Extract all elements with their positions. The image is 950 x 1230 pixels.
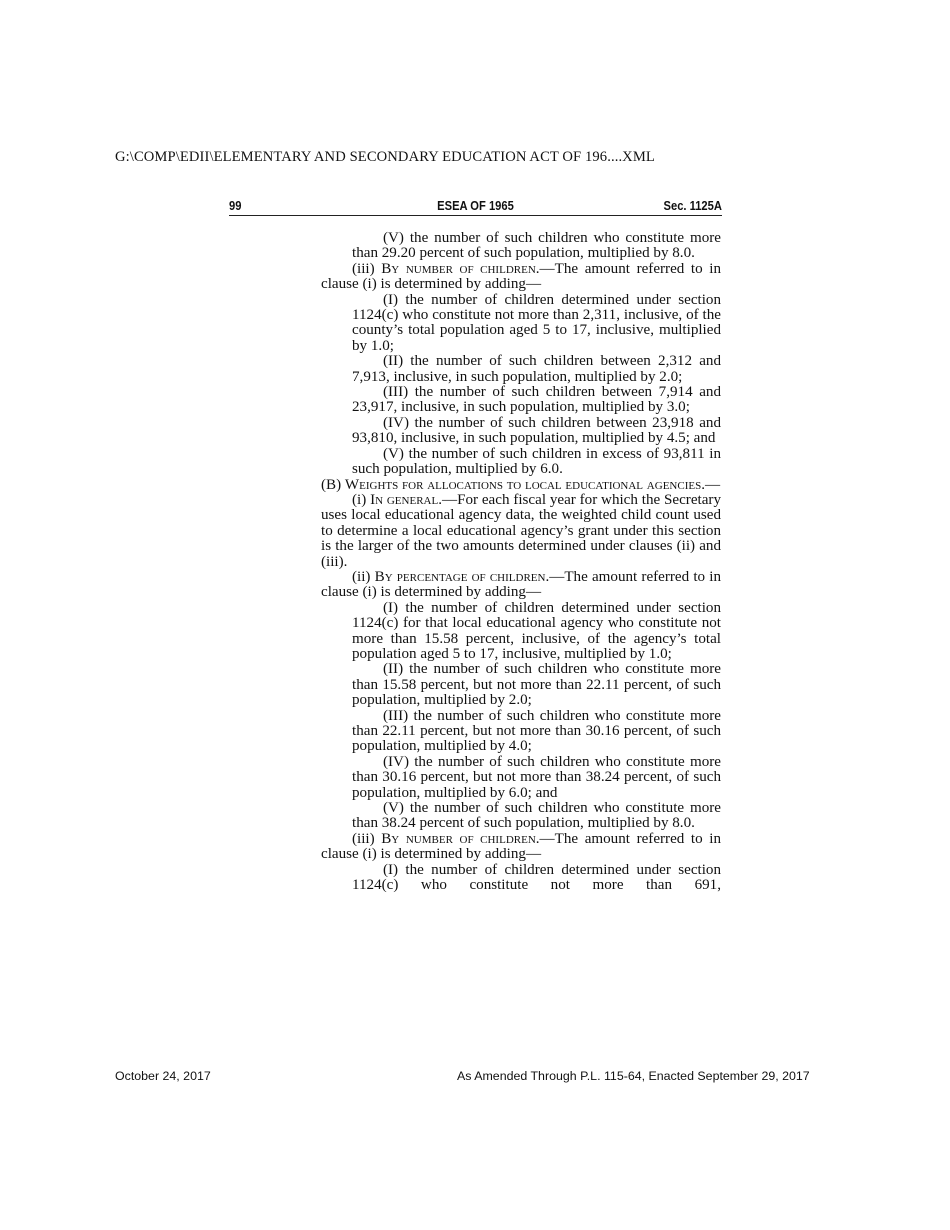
running-header: [229, 198, 722, 216]
paragraph: (V) the number of such children in excess of 93,811 in such population, multiplied by 6.0.: [352, 445, 721, 478]
footer-date: October 24, 2017: [115, 1069, 211, 1083]
subheading: By number of children: [381, 830, 536, 847]
paragraph: (I) the number of children determined under section 1124(c) who constitute not more than 691,: [352, 861, 721, 894]
subheading: In general: [370, 491, 439, 508]
footer-amended-note: As Amended Through P.L. 115-64, Enacted September 29, 2017: [457, 1069, 810, 1083]
paragraph: (ii) By percentage of children.—The amount referred to in clause (i) is determined by adding—: [321, 568, 721, 601]
paragraph: (IV) the number of such children between 23,918 and 93,810, inclusive, in such population, multiplied by 4.5; and: [352, 414, 721, 447]
section-number: Sec. 1125A: [663, 198, 722, 213]
subheading: Weights for allocations to local educational agencies: [344, 476, 702, 493]
subheading: By percentage of children: [374, 568, 546, 585]
paragraph: (III) the number of such children between 7,914 and 23,917, inclusive, in such population, multiplied by 3.0;: [352, 384, 721, 416]
paragraph: (II) the number of such children who constitute more than 15.58 percent, but not more than 22.11 percent, of such population, multiplied by 2.0;: [352, 661, 721, 709]
paragraph: (I) the number of children determined under section 1124(c) for that local educational agency who constitute not more than 15.58 percent, inclusive, of the agency’s total population aged 5 to 17, inclusive, multiplied by 1.0;: [352, 599, 721, 662]
act-title: ESEA OF 1965: [437, 198, 514, 213]
page-number: 99: [229, 198, 242, 213]
paragraph: (I) the number of children determined under section 1124(c) who constitute not more than 2,311, inclusive, of the county’s total population aged 5 to 17, inclusive, multiplied by 1.0;: [352, 291, 721, 354]
paragraph: (V) the number of such children who constitute more than 38.24 percent of such population, multiplied by 8.0.: [352, 800, 721, 832]
paragraph: (i) In general.—For each fiscal year for which the Secretary uses local educational agency data, the weighted child count used to determine a local educational agency’s grant under this section is the larger of the two amounts determined under clauses (ii) and (iii).: [321, 491, 721, 570]
paragraph: (V) the number of such children who constitute more than 29.20 percent of such population, multiplied by 8.0.: [352, 230, 721, 262]
paragraph: (B) Weights for allocations to local educational agencies.—: [321, 476, 721, 493]
paragraph: (IV) the number of such children who constitute more than 30.16 percent, but not more than 38.24 percent, of such population, multiplied by 6.0; and: [352, 753, 721, 801]
file-path: G:\COMP\EDII\ELEMENTARY AND SECONDARY EDUCATION ACT OF 196....XML: [115, 149, 655, 165]
paragraph: (iii) By number of children.—The amount referred to in clause (i) is determined by adding—: [321, 830, 721, 863]
subheading: By number of children: [381, 260, 536, 277]
statute-text: [0, 231, 950, 893]
paragraph: (III) the number of such children who constitute more than 22.11 percent, but not more than 30.16 percent, of such population, multiplied by 4.0;: [352, 707, 721, 755]
paragraph: (II) the number of such children between 2,312 and 7,913, inclusive, in such population, multiplied by 2.0;: [352, 353, 721, 385]
paragraph: (iii) By number of children.—The amount referred to in clause (i) is determined by adding—: [321, 260, 721, 293]
